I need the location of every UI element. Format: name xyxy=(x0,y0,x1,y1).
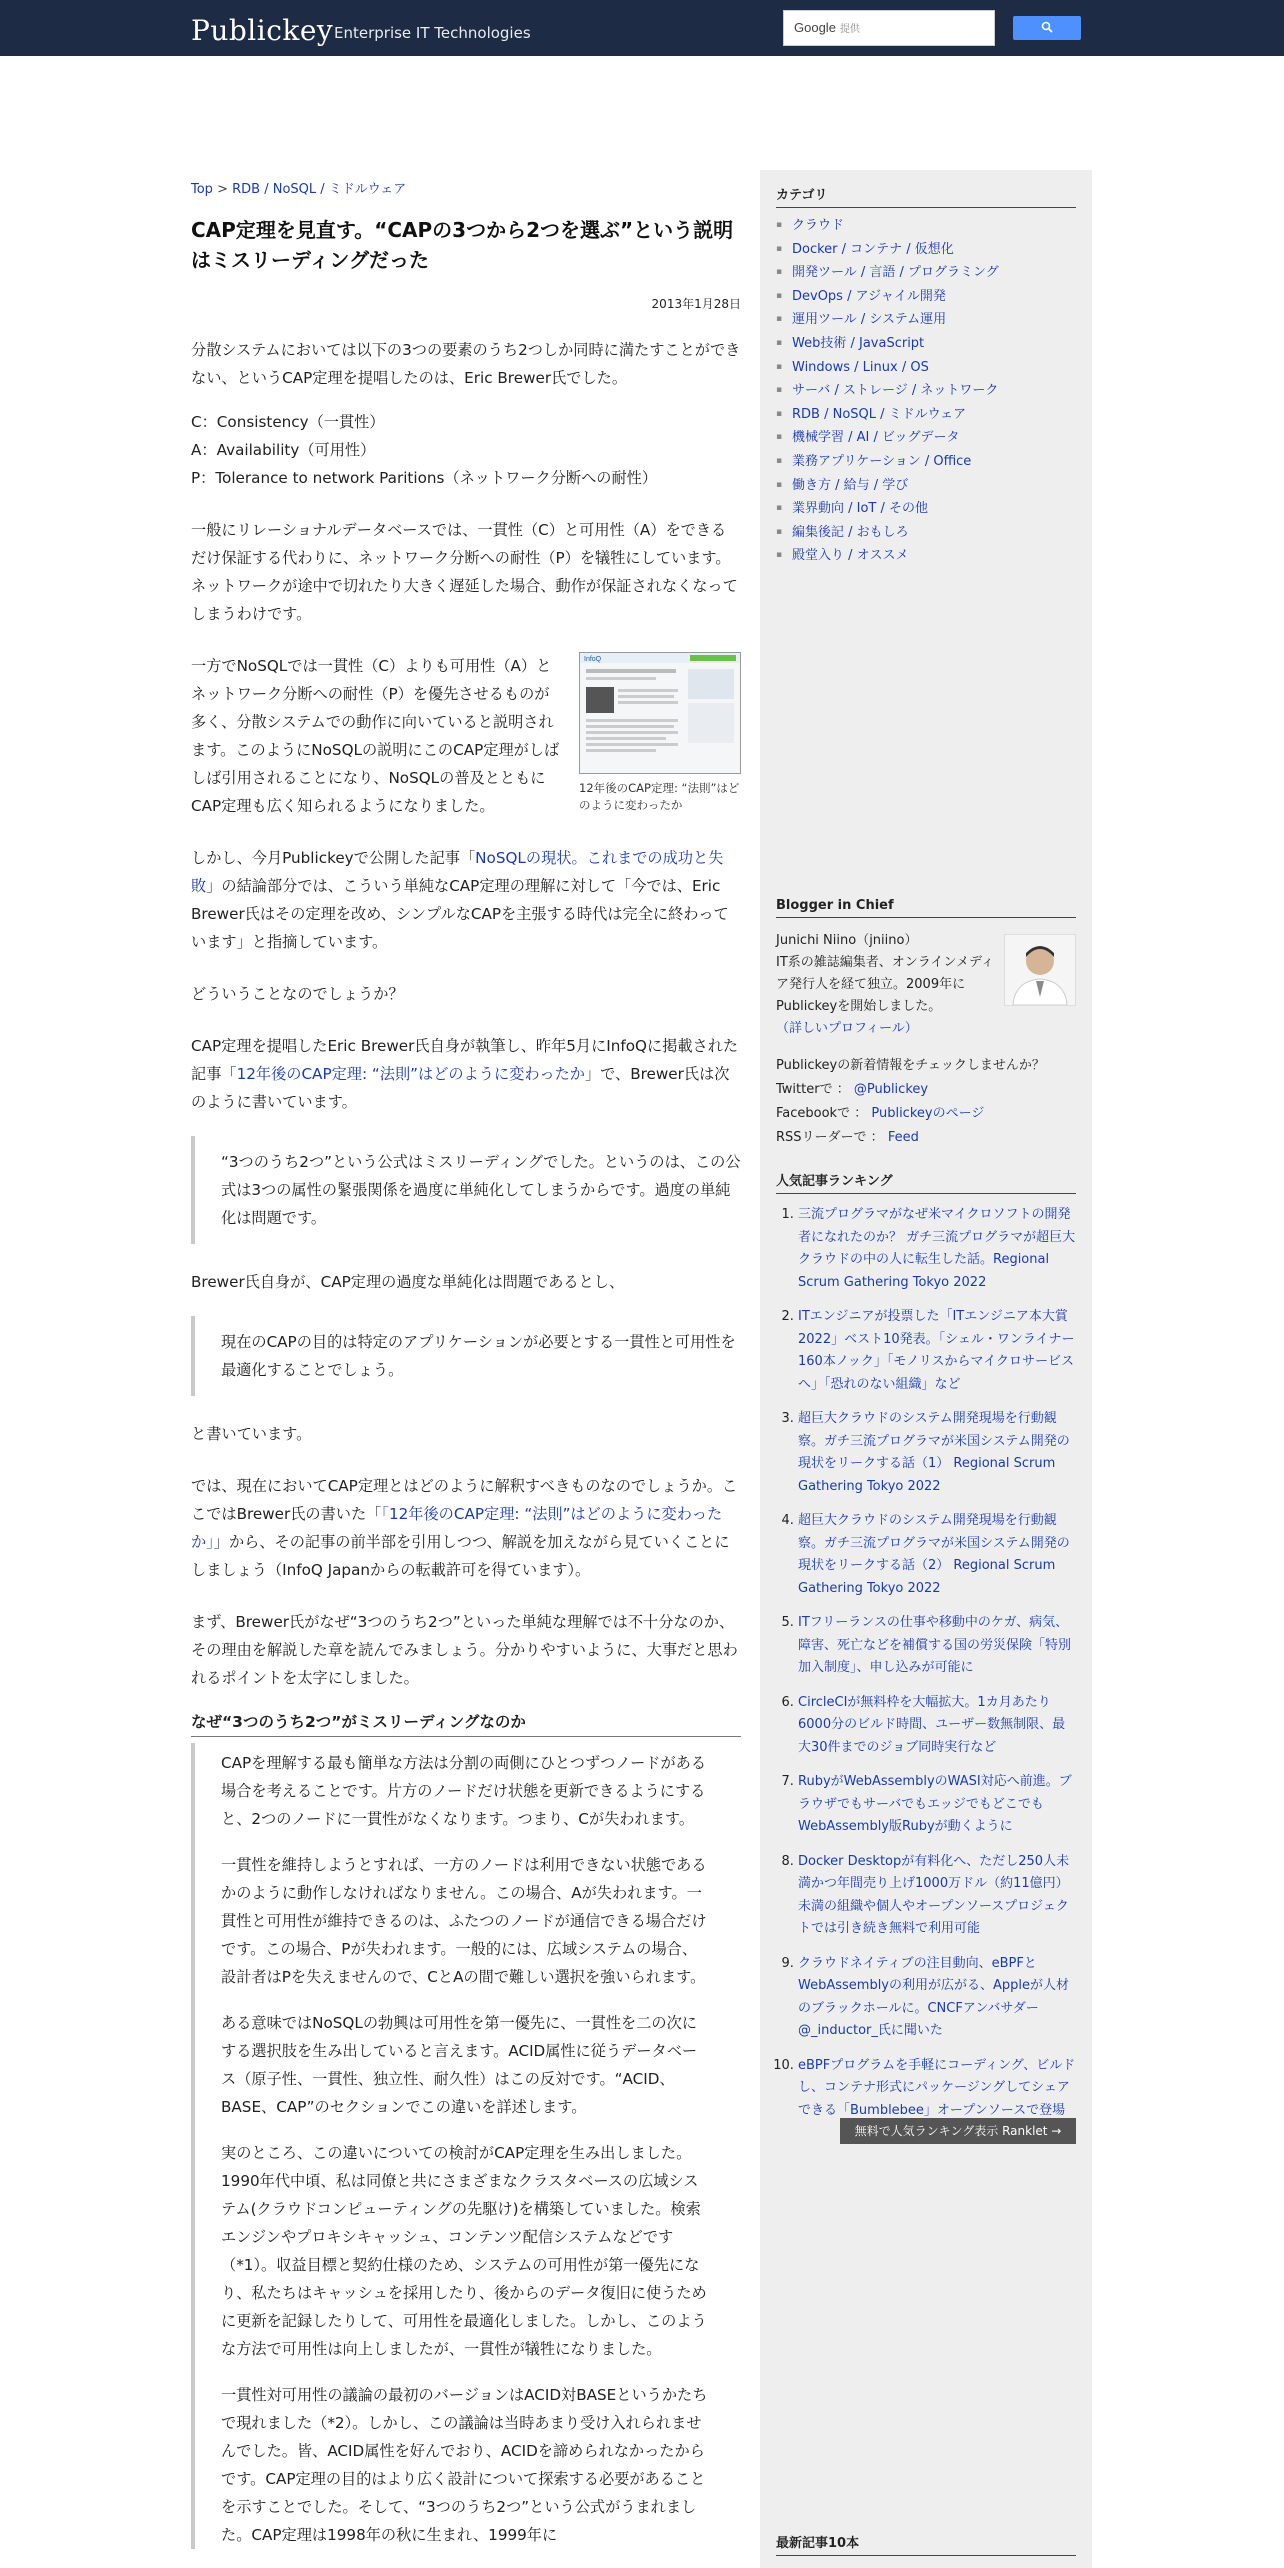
site-header xyxy=(0,0,1284,56)
link-infoq-article[interactable]: 12年後のCAP定理: “法則”はどのように変わったか xyxy=(236,1065,585,1083)
breadcrumb: Top > RDB / NoSQL / ミドルウェア xyxy=(191,182,407,197)
blogger-bio xyxy=(776,930,1076,1040)
latest-panel xyxy=(776,2532,1076,2556)
follow-panel xyxy=(776,1054,1076,1150)
paragraph: 一般にリレーショナルデータベースでは、一貫性（C）と可用性（A）をできるだけ保証する代わりに、ネットワーク分断への耐性（P）を犠牲にしています。ネットワークが途中で切れたり大きく遅延した場合、動作が保証されなくなってしまうわけです。 xyxy=(191,521,738,623)
ranking-item[interactable]: 2. ITエンジニアが投票した「ITエンジニア本大賞2022」ベスト10発表。「シェル・ワンライナー160本ノック」「モノリスからマイクロサービスへ」「恐れのない組織」など xyxy=(798,1306,1076,1396)
category-item[interactable]: ▪ 編集後記 / おもしろ xyxy=(776,521,1076,545)
ranking-item[interactable]: 6. CircleCIが無料枠を大幅拡大。1カ月あたり6000分のビルド時間、ユーザー数無制限、最大30件までのジョブ同時実行など xyxy=(798,1692,1076,1760)
quote-paragraph: 一貫性を維持しようとすれば、一方のノードは利用できない状態であるかのように動作しなければなりません。この場合、Aが失われます。一貫性と可用性が維持できるのは、ふたつのノードが通信できる場合だけです。この場合、Pが失われます。一般的には、広域システムの場合、設計者はPを失えませんので、CとAの間で難しい選択を強いられます。 xyxy=(221,1856,707,1986)
article-date: 2013年1月28日 xyxy=(651,297,741,311)
ranking-item[interactable]: 8. Docker Desktopが有料化へ、ただし250人未満かつ年間売り上げ1000万ドル（約11億円）未満の組織や個人やオープンソースプロジェクトでは引き続き無料で利用可能 xyxy=(798,1851,1076,1941)
svg-text:InfoQ: InfoQ xyxy=(584,656,602,663)
latest-heading: 最新記事10本 xyxy=(776,2532,1076,2556)
section-heading: なぜ“3つのうち2つ”がミスリーディングなのか xyxy=(191,1710,741,1737)
paragraph: しかし、今月Publickeyで公開した記事「NoSQLの現状。これまでの成功と失敗」の結論部分では、こういう単純なCAP定理の理解に対して「今では、Eric Brewer氏はその定理を改め、シンプルなCAPを主張する時代は完全に終わっています」と指摘しています。 xyxy=(191,849,729,951)
category-item[interactable]: ▪ Docker / コンテナ / 仮想化 xyxy=(776,238,1076,262)
category-item[interactable]: ▪ サーバ / ストレージ / ネットワーク xyxy=(776,379,1076,403)
cap-definition-list xyxy=(191,408,741,492)
facebook-link[interactable]: Publickeyのページ xyxy=(871,1106,985,1121)
twitter-label: Twitterで ： xyxy=(776,1082,850,1097)
paragraph: 分散システムにおいては以下の3つの要素のうち2つしか同時に満たすことができない、というCAP定理を提唱したのは、Eric Brewer氏でした。 xyxy=(191,341,741,387)
category-item[interactable]: ▪ クラウド xyxy=(776,214,1076,238)
ranking-panel xyxy=(776,1170,1076,2134)
paragraph: Brewer氏自身が、CAP定理の過度な単純化は問題であるとし、 xyxy=(191,1273,625,1291)
figure-thumbnail[interactable] xyxy=(579,652,741,774)
paragraph: では、現在においてCAP定理とはどのように解釈すべきものなのでしょうか。ここではBrewer氏の書いた「「12年後のCAP定理: “法則”はどのように変わったか」」から、その記事の前半部を引用しつつ、解説を加えながら見ていくことにしましょう（InfoQ Japanからの転載許可を得ています）。 xyxy=(191,1477,738,1579)
breadcrumb-category[interactable]: RDB / NoSQL / ミドルウェア xyxy=(232,182,407,197)
paragraph: どういうことなのでしょうか？ xyxy=(191,985,404,1003)
search-button[interactable] xyxy=(1013,16,1081,40)
ranklet-button[interactable]: 無料で人気ランキング表示 Ranklet → xyxy=(840,2118,1076,2144)
cap-a: A：Availability（可用性） xyxy=(191,441,376,459)
paragraph: と書いています。 xyxy=(191,1425,312,1443)
ranking-item[interactable]: 4. 超巨大クラウドのシステム開発現場を行動観察。ガチ三流プログラマが米国システム開発の現状をリークする話（2） Regional Scrum Gathering Tokyo 2022 xyxy=(798,1510,1076,1600)
breadcrumb-top[interactable]: Top xyxy=(191,182,213,197)
category-item[interactable]: ▪ 業務アプリケーション / Office xyxy=(776,450,1076,474)
article-title: CAP定理を見直す。“CAPの3つから2つを選ぶ”という説明はミスリーディングだった xyxy=(191,218,734,272)
category-item[interactable]: ▪ Web技術 / JavaScript xyxy=(776,332,1076,356)
google-branding: Google 提供 xyxy=(794,20,860,35)
blogger-heading: Blogger in Chief xyxy=(776,898,1076,918)
paragraph: CAP定理を提唱したEric Brewer氏自身が執筆し、昨年5月にInfoQに掲載された記事「12年後のCAP定理: “法則”はどのように変わったか」で、Brewer氏は次のように書いています。 xyxy=(191,1037,739,1111)
search-icon xyxy=(1041,21,1053,33)
rss-label: RSSリーダーで ： xyxy=(776,1130,884,1145)
avatar xyxy=(1004,934,1076,1006)
quote-paragraph: ある意味ではNoSQLの勃興は可用性を第一優先に、一貫性を二の次にする選択肢を生み出していると言えます。ACID属性に従うデータベース（原子性、一貫性、独立性、耐久性）はこの反対です。“ACID、BASE、CAP”のセクションでこの違いを詳述します。 xyxy=(221,2014,698,2116)
paragraph: まず、Brewer氏がなぜ“3つのうち2つ”といった単純な理解では不十分なのか、その理由を解説した章を読んでみましょう。分かりやすいように、大事だと思われるポイントを太字にしました。 xyxy=(191,1613,738,1687)
rss-link[interactable]: Feed xyxy=(887,1130,919,1145)
site-tagline: Enterprise IT Technologies xyxy=(334,24,531,42)
category-item[interactable]: ▪ 業界動向 / IoT / その他 xyxy=(776,497,1076,521)
categories-panel xyxy=(776,184,1076,568)
category-item[interactable]: ▪ 機械学習 / AI / ビッグデータ xyxy=(776,426,1076,450)
ranking-heading: 人気記事ランキング xyxy=(776,1170,1076,1194)
ranking-item[interactable]: 9. クラウドネイティブの注目動向、eBPFとWebAssemblyの利用が広がる、Appleが人材のブラックホールに。CNCFアンバサダー@_inductor_氏に聞いた xyxy=(798,1953,1076,2043)
follow-intro: Publickeyの新着情報をチェックしませんか？ xyxy=(776,1058,1045,1073)
category-item[interactable]: ▪ 運用ツール / システム運用 xyxy=(776,308,1076,332)
quote-paragraph: CAPを理解する最も簡単な方法は分割の両側にひとつずつノードがある場合を考えることです。片方のノードだけ状態を更新できるようにすると、2つのノードに一貫性がなくなります。つまり、Cが失われます。 xyxy=(221,1754,707,1828)
ranking-item[interactable]: 7. RubyがWebAssemblyのWASI対応へ前進。ブラウザでもサーバでもエッジでもどこでもWebAssembly版Rubyが動くように xyxy=(798,1771,1076,1839)
article xyxy=(191,178,741,2567)
paragraph-with-figure xyxy=(191,652,741,820)
link-infoq-article-2[interactable]: 「12年後のCAP定理: “法則”はどのように変わったか」 xyxy=(191,1505,723,1551)
blogger-panel xyxy=(776,898,1076,1150)
twitter-link[interactable]: @Publickey xyxy=(853,1082,929,1097)
quote: “3つのうち2つ”という公式はミスリーディングでした。というのは、この公式は3つの属性の緊張関係を過度に単純化してしまうからです。過度の単純化は問題です。 xyxy=(191,1136,741,1244)
categories-heading: カテゴリ xyxy=(776,184,1076,208)
figure-caption: 12年後のCAP定理: “法則”はどのように変わったか xyxy=(579,781,740,812)
paragraph-text: 一方でNoSQLでは一貫性（C）よりも可用性（A）とネットワーク分断への耐性（P）を優先させるものが多く、分散システムでの動作に向いていると説明されます。このようにNoSQLの説明にこのCAP定理がしばしば引用されることになり、NoSQLの普及とともにCAP定理も広く知られるようになりました。 xyxy=(191,657,560,815)
quote: 現在のCAPの目的は特定のアプリケーションが必要とする一貫性と可用性を最適化することでしょう。 xyxy=(191,1316,741,1396)
long-quote xyxy=(191,1743,741,2549)
article-figure[interactable] xyxy=(579,652,741,814)
category-item[interactable]: ▪ 殿堂入り / オススメ xyxy=(776,544,1076,568)
ranking-item[interactable]: 5. ITフリーランスの仕事や移動中のケガ、病気、障害、死亡などを補償する国の労災保険「特別加入制度」、申し込みが可能に xyxy=(798,1612,1076,1680)
link-nosql-status[interactable]: NoSQLの現状。これまでの成功と失敗 xyxy=(191,849,724,895)
category-item[interactable]: ▪ 開発ツール / 言語 / プログラミング xyxy=(776,261,1076,285)
category-item[interactable]: ▪ RDB / NoSQL / ミドルウェア xyxy=(776,403,1076,427)
cap-p: P：Tolerance to network Paritions（ネットワーク分断への耐性） xyxy=(191,469,658,487)
blogger-description: IT系の雑誌編集者、オンラインメディア発行人を経て独立。2009年にPublickeyを開始しました。 xyxy=(776,955,994,1014)
facebook-label: Facebookで ： xyxy=(776,1106,868,1121)
search-input[interactable] xyxy=(783,10,995,46)
category-item[interactable]: ▪ 働き方 / 給与 / 学び xyxy=(776,474,1076,498)
blogger-name: Junichi Niino（jniino） xyxy=(776,933,918,948)
site-logo[interactable]: Publickey xyxy=(191,14,334,47)
category-item[interactable]: ▪ DevOps / アジャイル開発 xyxy=(776,285,1076,309)
category-list xyxy=(776,214,1076,568)
ranking-item[interactable]: 1. 三流プログラマがなぜ米マイクロソフトの開発者になれたのか？ ガチ三流プログラマが超巨大クラウドの中の人に転生した話。Regional Scrum Gathering Tokyo 2022 xyxy=(798,1204,1076,1294)
quote-paragraph: 実のところ、この違いについての検討がCAP定理を生み出しました。1990年代中頃、私は同僚と共にさまざまなクラスタベースの広域システム(クラウドコンピューティングの先駆け)を構築していました。検索エンジンやプロキシキャッシュ、コンテンツ配信システムなどです（*1）。収益目標と契約仕様のため、システムの可用性が第一優先になり、私たちはキャッシュを採用したり、後からのデータ復旧に使うために更新を記録したりして、可用性を最適化しました。しかし、このような方法で可用性は向上しましたが、一貫性が犠牲になりました。 xyxy=(221,2144,707,2358)
quote-paragraph: 一貫性対可用性の議論の最初のバージョンはACID対BASEというかたちで現れました（*2）。しかし、この議論は当時あまり受け入れられませんでした。皆、ACID属性を好んでおり、ACIDを諦められなかったからです。CAP定理の目的はより広く設計について探索する必要があることを示すことでした。そして、“3つのうち2つ”という公式がうまれました。CAP定理は1998年の秋に生まれ、1999年に xyxy=(221,2386,708,2544)
sidebar xyxy=(760,170,1092,2568)
category-item[interactable]: ▪ Windows / Linux / OS xyxy=(776,356,1076,380)
profile-link[interactable]: （詳しいプロフィール） xyxy=(776,1021,918,1036)
cap-c: C：Consistency（一貫性） xyxy=(191,413,385,431)
ranking-list xyxy=(776,1204,1076,2122)
ranking-item[interactable]: 3. 超巨大クラウドのシステム開発現場を行動観察。ガチ三流プログラマが米国システム開発の現状をリークする話（1） Regional Scrum Gathering Tokyo 2022 xyxy=(798,1408,1076,1498)
ranking-item[interactable]: 10. eBPFプログラムを手軽にコーディング、ビルドし、コンテナ形式にパッケージングしてシェアできる「Bumblebee」オープンソースで登場 xyxy=(798,2055,1076,2123)
